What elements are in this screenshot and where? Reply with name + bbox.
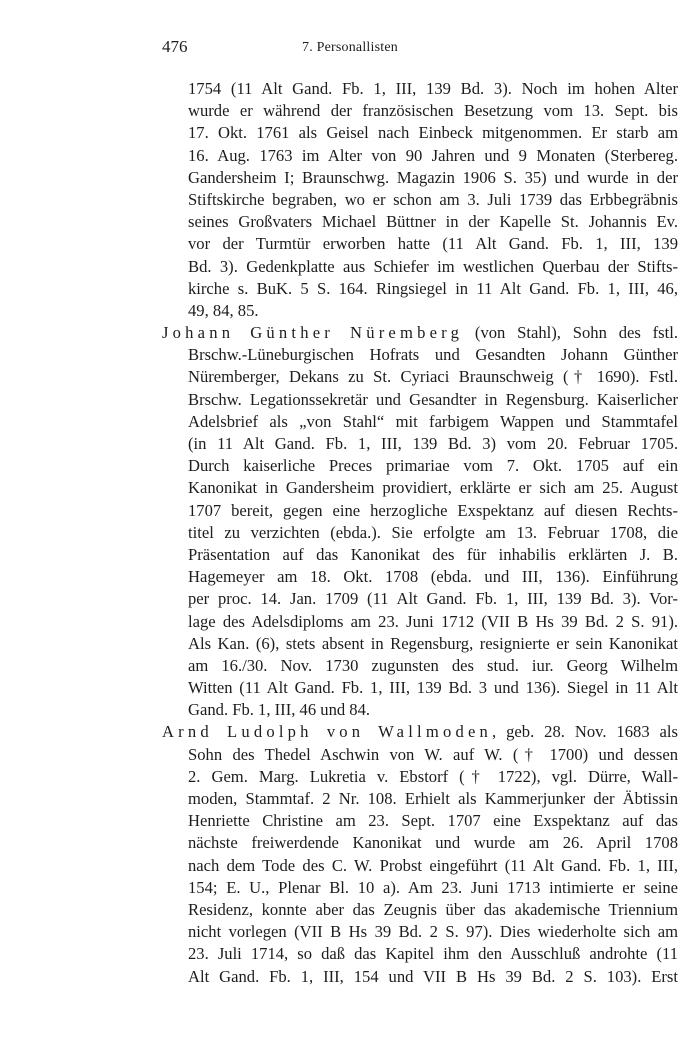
- line-text: Sohn des Thedel Aschwin von W. auf W. († 1700) und dessen: [188, 744, 678, 764]
- text-line: [162, 100, 678, 122]
- text-line: [162, 655, 678, 677]
- text-line: [162, 810, 678, 832]
- text-line: [162, 677, 678, 699]
- text-line: [162, 588, 678, 610]
- line-text: Henriette Christine am 23. Sept. 1707 eine Exspektanz auf das: [188, 811, 678, 831]
- line-text: 154; E. U., Plenar Bl. 10 a). Am 23. Juni 1713 intimierte er seine: [188, 877, 678, 897]
- line-text: nach dem Tode des C. W. Probst eingeführt (11 Alt Gand. Fb. 1, III,: [188, 855, 678, 875]
- line-text: (in 11 Alt Gand. Fb. 1, III, 139 Bd. 3) vom 20. Februar 1705.: [188, 434, 678, 453]
- text-line: [162, 455, 678, 477]
- line-text: Hagemeyer am 18. Okt. 1708 (ebda. und III, 136). Einführung: [188, 567, 678, 587]
- running-title: 7. Personallisten: [302, 40, 398, 55]
- text-line: [162, 522, 678, 544]
- line-text: Brschw.-Lüneburgischen Hofrats und Gesandten Johann Günther: [188, 345, 678, 365]
- line-text: 49, 84, 85.: [188, 300, 259, 320]
- text-line: [162, 145, 678, 167]
- line-text: Residenz, konnte aber das Zeugnis über das akademische Triennium: [188, 899, 678, 919]
- line-text: seines Großvaters Michael Büttner in der Kapelle St. Johannis Ev.: [188, 212, 678, 232]
- text-line: [162, 433, 678, 455]
- text-line: [162, 344, 678, 366]
- text-line: [162, 477, 678, 499]
- line-text: , geb. 28. Nov. 1683 als: [492, 722, 678, 742]
- entry-heading-line: [162, 322, 678, 344]
- text-line: [162, 832, 678, 854]
- text-line: [162, 278, 678, 300]
- line-text: 1754 (11 Alt Gand. Fb. 1, III, 139 Bd. 3). Noch im hohen Alter: [188, 79, 678, 98]
- line-text: 17. Okt. 1761 als Geisel nach Einbeck mitgenommen. Er starb am: [188, 123, 678, 143]
- text-line: [162, 766, 678, 788]
- text-line: [162, 256, 678, 278]
- line-text: 23. Juli 1714, so daß das Kapitel ihm den Ausschluß androhte (11: [188, 944, 678, 964]
- line-text: 1707 bereit, gegen eine herzogliche Exspektanz auf diesen Rechts-: [188, 500, 678, 520]
- text-line: [162, 167, 678, 189]
- line-text: Als Kan. (6), stets absent in Regensburg, resignierte er sein Kanonikat: [188, 633, 678, 653]
- text-line: [162, 855, 678, 877]
- text-line: [162, 744, 678, 766]
- text-line: [162, 877, 678, 899]
- text-line: [162, 788, 678, 810]
- text-line: [162, 899, 678, 921]
- line-text: 16. Aug. 1763 im Alter von 90 Jahren und 9 Monaten (Sterbereg.: [188, 145, 678, 165]
- line-text: Kanonikat in Gandersheim providiert, erklärte er sich am 25. August: [188, 478, 678, 498]
- line-text: lage des Adelsdiploms am 23. Juni 1712 (VII B Hs 39 Bd. 2 S. 91).: [188, 611, 678, 631]
- line-text: Adelsbrief als „von Stahl“ mit farbigem Wappen und Stammtafel: [188, 411, 678, 431]
- line-text: nicht vorlegen (VII B Hs 39 Bd. 2 S. 97). Dies wiederholte sich am: [188, 922, 678, 942]
- line-text: Witten (11 Alt Gand. Fb. 1, III, 139 Bd. 3 und 136). Siegel in 11 Alt: [188, 678, 678, 698]
- line-text: vor der Turmtür erworben hatte (11 Alt Gand. Fb. 1, III, 139: [188, 234, 678, 254]
- text-line: [162, 78, 678, 100]
- line-text: Nüremberger, Dekans zu St. Cyriaci Braunschweig († 1690). Fstl.: [188, 367, 678, 387]
- text-line: [162, 966, 678, 988]
- entry-heading-line: [162, 721, 678, 743]
- text-line: [162, 566, 678, 588]
- line-text: wurde er während der französischen Besetzung vom 13. Sept. bis: [188, 101, 678, 121]
- line-text: Brschw. Legationssekretär und Gesandter in Regensburg. Kaiserlicher: [188, 389, 678, 409]
- text-line: [162, 233, 678, 255]
- text-line: [162, 544, 678, 566]
- text-line: [162, 300, 678, 322]
- line-text: Durch kaiserliche Preces primariae vom 7. Okt. 1705 auf ein: [188, 456, 678, 476]
- text-line: [162, 500, 678, 522]
- line-text: 2. Gem. Marg. Lukretia v. Ebstorf († 1722), vgl. Dürre, Wall-: [188, 766, 678, 786]
- page-number: 476: [162, 37, 188, 56]
- line-text: Gandersheim I; Braunschwg. Magazin 1906 S. 35) und wurde in der: [188, 167, 678, 187]
- text-line: [162, 921, 678, 943]
- person-name: Johann Günther Nüremberg: [162, 323, 464, 343]
- text-line: [162, 366, 678, 388]
- line-text: Bd. 3). Gedenkplatte aus Schiefer im westlichen Querbau der Stifts-: [188, 256, 678, 276]
- body-text: [162, 78, 678, 988]
- line-text: titel zu verzichten (ebda.). Sie erfolgte am 13. Februar 1708, die: [188, 522, 678, 542]
- text-line: [162, 389, 678, 411]
- text-line: [162, 611, 678, 633]
- text-line: [162, 943, 678, 965]
- text-line: [162, 699, 678, 721]
- line-text: Stiftskirche begraben, wo er schon am 3. Juli 1739 das Erbbegräbnis: [188, 189, 678, 209]
- line-text: nächste freiwerdende Kanonikat und wurde am 26. April 1708: [188, 833, 678, 853]
- line-text: am 16./30. Nov. 1730 zugunsten des stud. iur. Georg Wilhelm: [188, 655, 678, 675]
- text-line: [162, 122, 678, 144]
- person-name: Arnd Ludolph von Wallmoden: [162, 722, 493, 742]
- line-text: (von Stahl), Sohn des fstl.: [463, 323, 678, 343]
- line-text: moden, Stammtaf. 2 Nr. 108. Erhielt als Kammerjunker der Äbtissin: [188, 789, 678, 808]
- text-line: [162, 211, 678, 233]
- text-line: [162, 411, 678, 433]
- line-text: Gand. Fb. 1, III, 46 und 84.: [188, 700, 371, 720]
- line-text: Alt Gand. Fb. 1, III, 154 und VII B Hs 39 Bd. 2 S. 103). Erst: [188, 966, 678, 986]
- text-line: [162, 633, 678, 655]
- line-text: per proc. 14. Jan. 1709 (11 Alt Gand. Fb. 1, III, 139 Bd. 3). Vor-: [188, 589, 678, 609]
- text-line: [162, 189, 678, 211]
- line-text: kirche s. BuK. 5 S. 164. Ringsiegel in 11 Alt Gand. Fb. 1, III, 46,: [188, 278, 678, 298]
- line-text: Präsentation auf das Kanonikat des für inhabilis erklärten J. B.: [188, 544, 678, 564]
